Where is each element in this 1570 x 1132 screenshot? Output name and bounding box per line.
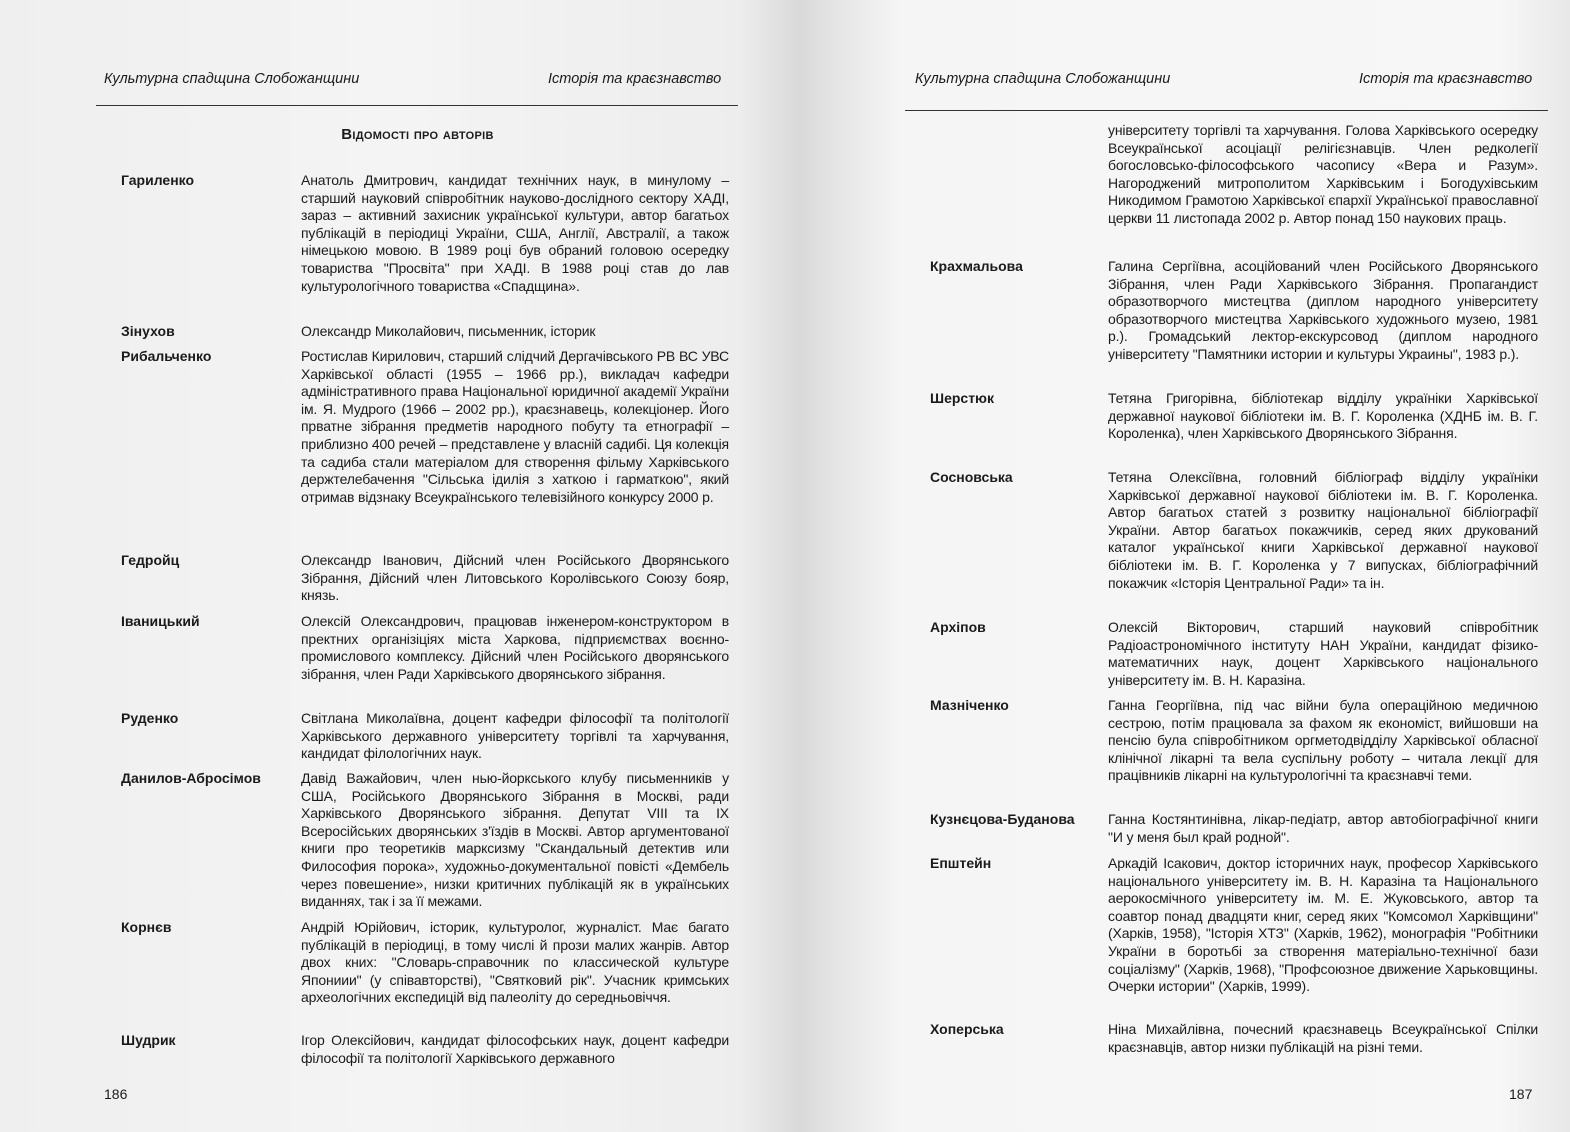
author-bio: Тетяна Григорівна, бібліотекар відділу україніки Харківської державної наукової бібліотеки ім. В. Г. Короленка (ХДНБ ім. В. Г. Короленка), член Харківського Дворянського Зібрання.	[1108, 390, 1538, 442]
running-header-left: Культурна спадщина Слобожанщини	[104, 71, 360, 87]
page-number: 187	[1509, 1086, 1533, 1102]
author-bio: Аркадій Ісакович, доктор історичних наук, професор Харківського національного університету ім. В. Н. Каразіна та Національного аерокосмічного університету ім. М. Е. Жуковського, автор та соавтор понад двадцяти книг, серед яких "Комсомол Харківщини" (Харків, 1958), "Історія ХТЗ" (Харків, 1962), монографія "Робітники України в боротьбі за створення матеріально-технічної бази соціалізму" (Харків, 1968), "Профсоюзное движение Харьковщины. Очерки истории" (Харків, 1999).	[1108, 855, 1538, 995]
author-name: Шерстюк	[930, 390, 995, 406]
author-bio: Олександр Миколайович, письменник, історик	[301, 323, 596, 339]
author-name: Шудрик	[121, 1032, 176, 1048]
author-name: Епштейн	[930, 855, 992, 871]
author-bio: Ростислав Кирилович, старший слідчий Дергачівського РВ ВС УВС Харківської області (1955 – 1966 рр.), викладач кафедри адміністративного права Національної юридичної академії України ім. Я. Мудрого (1966 – 2002 рр.), краєзнавець, колекціонер. Його прватне зібрання предметів народного побуту та етнографії – приблизно 400 речей – представлене у власній садибі. Ця колекція та садиба стали матеріалом для створення фільму Харківського держтелебачення "Сільська ідилія з хаткою і гарматкою", який отримав відзнаку Всеукраїнського телевізійного конкурсу 2000 р.	[301, 348, 729, 505]
author-bio: Світлана Миколаївна, доцент кафедри філософії та політології Харківського державного університету торгівлі та харчування, кандидат філологічних наук.	[301, 710, 729, 762]
author-name: Данилов-Абросімов	[121, 770, 261, 786]
page-title: Відомості про авторів	[341, 126, 494, 143]
author-bio: Анатоль Дмитрович, кандидат технічних наук, в минулому – старший науковий співробітник науково-дослідного сектору ХАДІ, зараз – активний захисник української культури, автор багатьох публікацій в періодиці України, США, Англії, Австралії, а також німецькою мовою. В 1989 році був обраний головою осередку товариства "Просвіта" при ХАДІ. В 1988 році став до лав культурологічного товариства «Спадщина».	[301, 172, 729, 294]
running-header-right: Історія та краєзнавство	[1359, 71, 1533, 87]
author-name: Корнєв	[121, 919, 172, 935]
author-name: Архіпов	[930, 619, 986, 635]
author-bio: Ганна Костянтинівна, лікар-педіатр, автор автобіографічної книги "И у меня был край родной".	[1108, 811, 1538, 845]
page-number: 186	[104, 1086, 128, 1102]
author-name: Сосновська	[930, 469, 1013, 485]
header-rule	[96, 105, 738, 106]
author-name: Крахмальова	[930, 258, 1023, 274]
author-name: Рибальченко	[121, 348, 212, 364]
right-page	[785, 0, 1570, 1132]
author-bio: Галина Сергіївна, асоційований член Російського Дворянського Зібрання, член Ради Харківського Зібрання. Пропагандист образотворчого мистецтва (диплом народного університету образотворчого мистецтва Харківського художнього музею, 1981 р.). Громадський лектор-екскурсовод (диплом народного університету "Памятники истории и культуры Украины", 1983 р.).	[1108, 258, 1538, 362]
author-bio: Ганна Георгіївна, під час війни була операційною медичною сестрою, потім працювала за фахом як економіст, вийшовши на пенсію була співробітником оргметодвідділу Харківської обласної клінічної лікарні та вела суспільну роботу – читала лекції для працівників лікарні на культурологічні та краєзнавчі теми.	[1108, 697, 1538, 784]
header-rule	[905, 110, 1548, 111]
author-bio: Олександр Іванович, Дійсний член Російського Дворянського Зібрання, Дійсний член Литовського Королівського Союзу бояр, князь.	[301, 552, 729, 604]
author-bio: Тетяна Олексіївна, головний бібліограф відділу україніки Харківської державної наукової бібліотеки ім. В. Г. Короленка. Автор багатьох статей з розвитку національної бібліографії України. Автор багатьох покажчиків, серед яких друкований каталог української книги Харківської державної наукової бібліотеки ім. В. Г. Короленка у 7 випусках, бібліографічний покажчик «Історія Центральної Ради» та ін.	[1108, 469, 1538, 591]
author-bio: Ігор Олексійович, кандидат філософських наук, доцент кафедри філософії та політології Харківського державного	[301, 1032, 729, 1066]
running-header-right: Історія та краєзнавство	[548, 71, 722, 87]
author-name: Руденко	[121, 710, 179, 726]
author-name: Гедройц	[121, 552, 180, 568]
author-bio: Андрій Юрійович, історик, культуролог, журналіст. Має багато публікацій в періодиці, в тому числі й прози малих жанрів. Автор двох кних: "Словарь-справочник по классической культуре Япониии" (у співавторстві), "Святковий рік". Учасник кримських археологічних експедицій від палеоліту до середньовіччя.	[301, 919, 729, 1006]
author-name: Мазніченко	[930, 697, 1009, 713]
author-bio: університету торгівлі та харчування. Голова Харківського осередку Всеукраїнської асоціації релігієзнавців. Член редколегії богословсько-філософського часопису «Вера и Разум». Нагороджений митрополитом Харківським і Богодухівським Никодимом Грамотою Харківської єпархії Української православної церкви 11 листопада 2002 р. Автор понад 150 наукових праць.	[1108, 122, 1538, 226]
author-name: Зінухов	[121, 323, 175, 339]
running-header-left: Культурна спадщина Слобожанщини	[915, 71, 1171, 87]
author-bio: Давід Важайович, член нью-йоркського клубу письменників у США, Російського Дворянського Зібрання в Москві, ради Харківського Дворянського зібрання. Депутат VIII та IX Всеросійських дворянських з'їздів в Москві. Автор аргументованої книги про теоретиків марксизму "Скандальный детектив или Философия порока», художньо-документальної повісті «Дембель через повешение», низки критичних публікацій як в українських виданнях, так і за її межами.	[301, 770, 729, 910]
author-name: Кузнєцова-Буданова	[930, 811, 1075, 827]
author-bio: Олексій Вікторович, старший науковий співробітник Радіоастрономічного інституту НАН України, кандидат фізико-математичних наук, доцент Харківського національного університету ім. В. Н. Каразіна.	[1108, 619, 1538, 688]
author-bio: Олексій Олександрович, працював інженером-конструктором в пректних організіціях міста Харкова, підприємствах воєнно-промислового комплексу. Дійсний член Російського дворянського зібрання, член Ради Харківського дворянського зібрання.	[301, 613, 729, 682]
author-name: Хоперська	[930, 1021, 1004, 1037]
author-name: Іваницький	[121, 613, 200, 629]
author-bio: Ніна Михайлівна, почесний краєзнавець Всеукраїнської Спілки краєзнавців, автор низки публікацій на різні теми.	[1108, 1021, 1538, 1055]
author-name: Гариленко	[121, 172, 195, 188]
